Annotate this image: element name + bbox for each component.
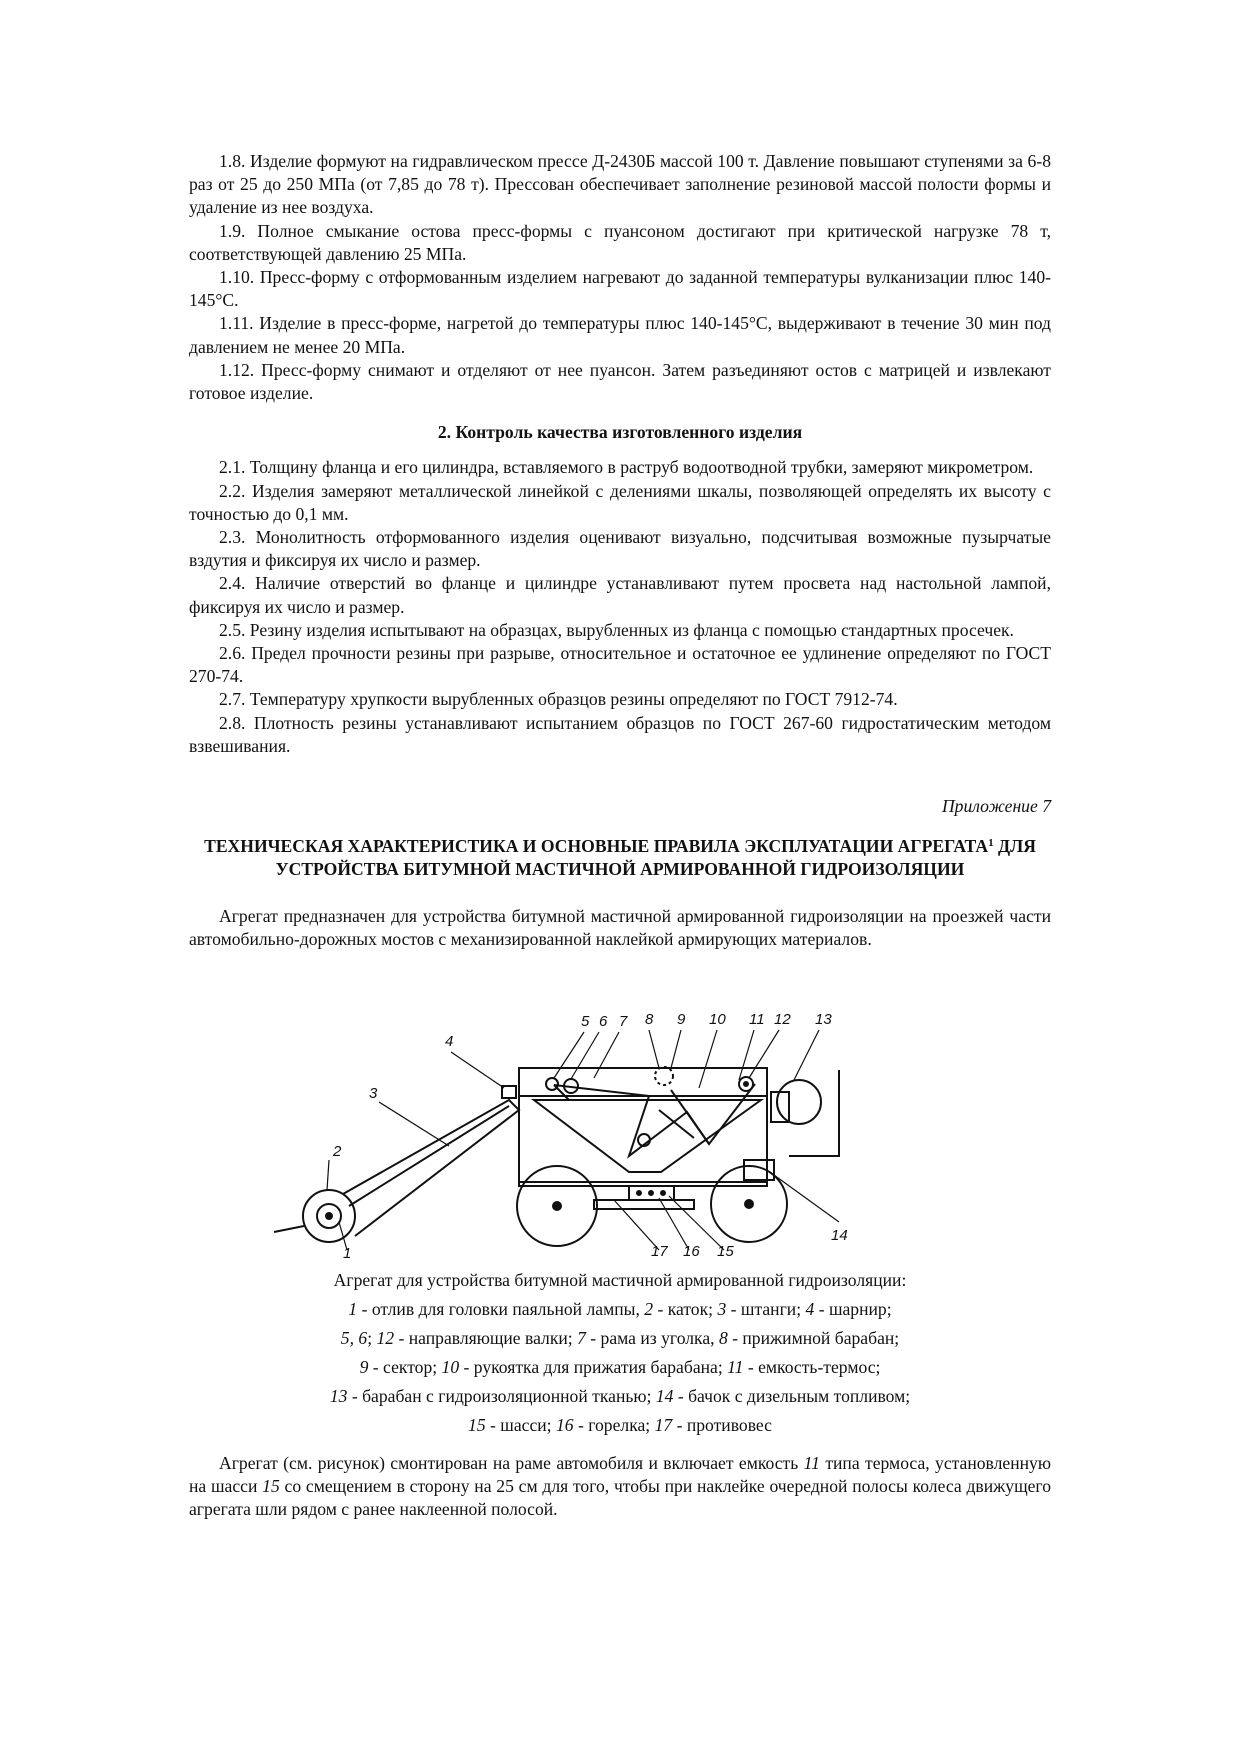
label-8: 8 (645, 1010, 654, 1028)
caption-num: 3 (717, 1298, 727, 1319)
closing-text: со смещением в сторону на 25 см для того, чтобы при наклейке очередной полосы колеса движущего агрегата шли рядом с ранее наклеенной полосой. (189, 1475, 1051, 1520)
closing-num: 15 (262, 1475, 280, 1496)
caption-text: - шасси; (485, 1414, 556, 1435)
closing-text: типа термоса, установленную на шасси (189, 1452, 1051, 1496)
caption-num: 7 (577, 1327, 586, 1348)
label-14: 14 (831, 1226, 848, 1244)
paragraph-1-12: 1.12. Пресс-форму снимают и отделяют от нее пуансон. Затем разъединяют остов с матрицей и извлекают готовое изделие. (189, 359, 1051, 404)
caption-num: 1 (348, 1298, 358, 1319)
caption-title: Агрегат для устройства битумной мастичной армированной гидроизоляции: (333, 1269, 907, 1290)
label-12: 12 (774, 1010, 791, 1028)
caption-text: - шарнир; (814, 1298, 892, 1319)
section-2-heading: 2. Контроль качества изготовленного изделия (437, 422, 803, 443)
paragraph-1-11: 1.11. Изделие в пресс-форме, нагретой до температуры плюс 140-145°С, выдерживают в течение 30 мин под давлением не менее 20 МПа. (189, 313, 1051, 357)
aggregate-figure (189, 960, 1051, 1260)
label-4: 4 (445, 1032, 454, 1050)
label-11: 11 (749, 1010, 765, 1028)
paragraph-2-1: 2.1. Толщину фланца и его цилиндра, вставляемого в раструб водоотводной трубки, замеряют микрометром. (219, 457, 1034, 478)
caption-line-1 (189, 1295, 1051, 1324)
caption-num: 5, 6 (340, 1327, 368, 1348)
caption-num: 10 (441, 1356, 460, 1377)
caption-num: 17 (654, 1414, 673, 1435)
caption-text: - сектор; (368, 1356, 442, 1377)
caption-text: - рама из уголка, (585, 1327, 719, 1348)
caption-line-2 (189, 1324, 1051, 1353)
caption-text: - штанги; (726, 1298, 806, 1319)
paragraph-1-9: 1.9. Полное смыкание остова пресс-формы с пуансоном достигают при критической нагрузке 78 т, соответствующей давлению 25 МПа. (189, 220, 1051, 264)
aggregate-drawing (189, 960, 1051, 1260)
caption-text: - емкость-термос; (743, 1356, 881, 1377)
caption-num: 9 (359, 1356, 369, 1377)
label-17: 17 (651, 1242, 668, 1260)
document-page (189, 150, 1051, 1521)
paragraph-1-8: 1.8. Изделие формуют на гидравлическом прессе Д-2430Б массой 100 т. Давление повышают ступенями за 6-8 раз от 25 до 250 МПа (от 7,85 до 78 т). Прессован обеспечивает заполнение резиновой массой полости формы и удаление из нее воздуха. (189, 151, 1051, 218)
label-10: 10 (709, 1010, 726, 1028)
caption-line-4 (189, 1382, 1051, 1411)
caption-text: - противовес (672, 1414, 772, 1435)
footnote-mark: 1 (988, 837, 994, 850)
paragraph-2-4: 2.4. Наличие отверстий во фланце и цилиндре устанавливают путем просвета над настольной лампой, фиксируя их число и размер. (189, 573, 1051, 617)
paragraph-2-5: 2.5. Резину изделия испытывают на образцах, вырубленных из фланца с помощью стандартных просечек. (219, 619, 1014, 640)
figure-caption (189, 1266, 1051, 1440)
caption-num: 16 (555, 1414, 574, 1435)
label-15: 15 (717, 1242, 734, 1260)
appendix-intro: Агрегат предназначен для устройства битумной мастичной армированной гидроизоляции на проезжей части автомобильно-дорожных мостов с механизированной наклейкой армирующих материалов. (189, 906, 1051, 950)
label-7: 7 (619, 1012, 628, 1030)
closing-paragraph (189, 1452, 1051, 1522)
caption-line-5 (189, 1411, 1051, 1440)
label-16: 16 (683, 1242, 700, 1260)
paragraph-2-3: 2.3. Монолитность отформованного изделия оценивают визуально, подсчитывая возможные пузырчатые вздутия и фиксируя их число и размер. (189, 527, 1051, 571)
appendix-title-part2: ДЛЯ УСТРОЙСТВА БИТУМНОЙ МАСТИЧНОЙ АРМИРОВАННОЙ ГИДРОИЗОЛЯЦИИ (275, 836, 1036, 880)
label-2: 2 (333, 1142, 342, 1160)
paragraph-2-6: 2.6. Предел прочности резины при разрыве, относительное и остаточное ее удлинение определяют по ГОСТ 270-74. (189, 643, 1051, 687)
label-13: 13 (815, 1010, 832, 1028)
label-9: 9 (677, 1010, 686, 1028)
paragraph-1-10: 1.10. Пресс-форму с отформованным изделием нагревают до заданной температуры вулканизации плюс 140-145°С. (189, 267, 1051, 311)
label-1: 1 (343, 1244, 352, 1260)
paragraph-2-7: 2.7. Температуру хрупкости вырубленных образцов резины определяют по ГОСТ 7912-74. (219, 689, 898, 710)
caption-text: - барабан с гидроизоляционной тканью; (347, 1385, 656, 1406)
caption-text: - направляющие валки; (394, 1327, 578, 1348)
caption-text: - горелка; (573, 1414, 655, 1435)
caption-num: 14 (655, 1385, 674, 1406)
caption-text: - рукоятка для прижатия барабана; (459, 1356, 728, 1377)
paragraph-2-8: 2.8. Плотность резины устанавливают испытанием образцов по ГОСТ 267-60 гидростатическим методом взвешивания. (189, 712, 1051, 756)
caption-text: - бачок с дизельным топливом; (673, 1385, 911, 1406)
caption-text: - прижимной барабан; (727, 1327, 900, 1348)
label-5: 5 (581, 1012, 590, 1030)
appendix-title (189, 832, 1051, 881)
caption-text: - каток; (653, 1298, 718, 1319)
caption-num: 8 (718, 1327, 728, 1348)
paragraph-2-2: 2.2. Изделия замеряют металлической линейкой с делениями шкалы, позволяющей определять их высоту с точностью до 0,1 мм. (189, 480, 1051, 524)
closing-num: 11 (803, 1452, 820, 1473)
label-6: 6 (599, 1012, 608, 1030)
caption-num: 15 (468, 1414, 486, 1435)
caption-line-3 (189, 1353, 1051, 1382)
appendix-label: Приложение 7 (941, 796, 1051, 817)
caption-num: 12 (376, 1327, 395, 1348)
caption-num: 2 (644, 1298, 654, 1319)
caption-text: - отлив для головки паяльной лампы, (357, 1298, 645, 1319)
appendix-title-part1: ТЕХНИЧЕСКАЯ ХАРАКТЕРИСТИКА И ОСНОВНЫЕ ПРАВИЛА ЭКСПЛУАТАЦИИ АГРЕГАТА (204, 836, 989, 857)
label-3: 3 (369, 1084, 378, 1102)
closing-text: Агрегат (см. рисунок) смонтирован на раме автомобиля и включает емкость (219, 1452, 804, 1473)
caption-text: ; (367, 1327, 377, 1348)
caption-num: 4 (805, 1298, 815, 1319)
caption-num: 11 (727, 1356, 744, 1377)
caption-num: 13 (329, 1385, 348, 1406)
